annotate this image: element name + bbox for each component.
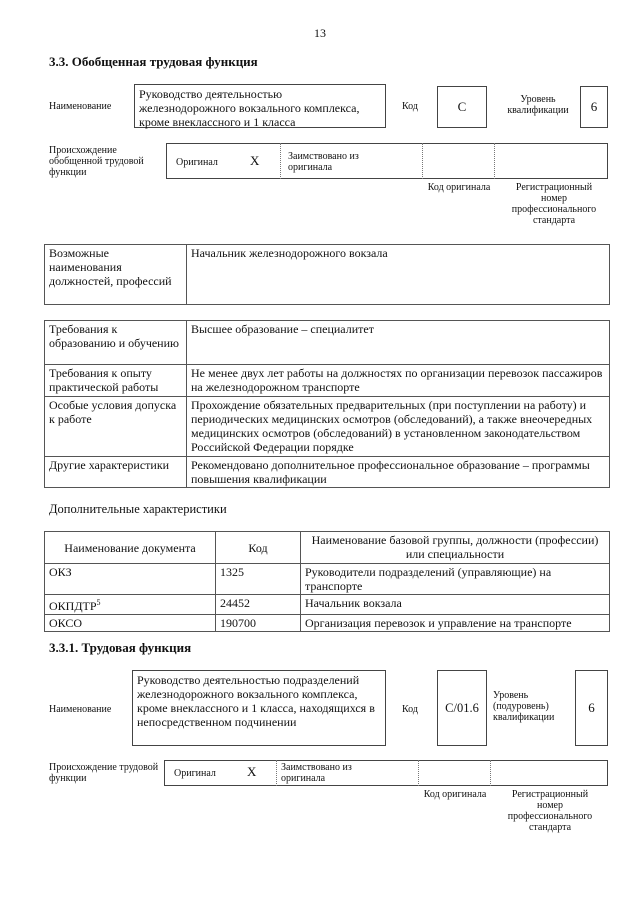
row-doc: ОКЗ bbox=[45, 564, 216, 595]
borrowed-label: Заимствовано из оригинала bbox=[288, 151, 359, 173]
original-label: Оригинал bbox=[176, 157, 218, 168]
original-label: Оригинал bbox=[174, 768, 216, 779]
row-doc-okpdtr bbox=[45, 595, 216, 615]
function-name-box bbox=[134, 84, 386, 128]
positions-table bbox=[44, 244, 610, 305]
original-mark: X bbox=[247, 764, 257, 779]
original-mark: X bbox=[250, 153, 260, 168]
origin-label: Происхождение трудовой функции bbox=[49, 762, 159, 784]
level-value: 6 bbox=[590, 99, 598, 114]
footnote-mark: 5 bbox=[96, 598, 101, 607]
code-label: Код bbox=[402, 704, 418, 715]
row-name: Организация перевозок и управление на транспорте bbox=[301, 615, 610, 632]
level-value: 6 bbox=[588, 700, 595, 715]
req-other-value: Рекомендовано дополнительное профессиональное образование – программы повышения квалификации bbox=[187, 457, 610, 488]
function-name-box bbox=[132, 670, 386, 746]
header-group-name: Наименование базовой группы, должности (профессии) или специальности bbox=[301, 532, 610, 564]
req-education-value: Высшее образование – специалитет bbox=[187, 321, 610, 365]
requirements-table bbox=[44, 320, 610, 488]
level-label: Уровень (подуровень) квалификации bbox=[493, 690, 555, 723]
function-name-text: Руководство деятельностью подразделений железнодорожного вокзального комплекса, кроме внеклассного и 1 класса, находящихся в непосредственном подчинении bbox=[137, 673, 375, 729]
req-education-label: Требования к образованию и обучению bbox=[45, 321, 187, 365]
req-conditions-value: Прохождение обязательных предварительных (при поступлении на работу) и периодических медицинских осмотров (обследований), а также внеочередных медицинских осмотров (обследований) в установленном законодательством Российской Федерации порядке bbox=[187, 397, 610, 457]
header-code: Код bbox=[216, 532, 301, 564]
name-label: Наименование bbox=[49, 101, 112, 112]
req-experience-value: Не менее двух лет работы на должностях по организации перевозок пассажиров на железнодорожном транспорте bbox=[187, 365, 610, 397]
row-name: Начальник вокзала bbox=[301, 595, 610, 615]
code-value-box bbox=[437, 670, 487, 746]
reg-number-label: Регистрационный номер профессионального стандарта bbox=[511, 182, 597, 226]
row-doc: ОКПДТР bbox=[49, 599, 97, 613]
positions-value: Начальник железнодорожного вокзала bbox=[187, 245, 610, 305]
level-value-box bbox=[580, 86, 608, 128]
additional-table bbox=[44, 531, 610, 632]
level-value-box bbox=[575, 670, 608, 746]
section-title-3-3-1: 3.3.1. Трудовая функция bbox=[49, 640, 192, 655]
level-label: Уровень квалификации bbox=[507, 94, 569, 116]
header-document: Наименование документа bbox=[45, 532, 216, 564]
code-value-box bbox=[437, 86, 487, 128]
section-title-3-3: 3.3. Обобщенная трудовая функция bbox=[49, 54, 258, 69]
row-code: 24452 bbox=[216, 595, 301, 615]
row-code: 1325 bbox=[216, 564, 301, 595]
code-label: Код bbox=[402, 101, 418, 112]
origin-label: Происхождение обобщенной трудовой функции bbox=[49, 145, 144, 178]
req-other-label: Другие характеристики bbox=[45, 457, 187, 488]
code-value: C/01.6 bbox=[445, 700, 479, 715]
borrowed-label: Заимствовано из оригинала bbox=[281, 762, 352, 784]
row-name: Руководители подразделений (управляющие) на транспорте bbox=[301, 564, 610, 595]
row-code: 190700 bbox=[216, 615, 301, 632]
code-original-label: Код оригинала bbox=[423, 789, 487, 800]
additional-title: Дополнительные характеристики bbox=[49, 502, 227, 516]
name-label: Наименование bbox=[49, 704, 112, 715]
code-original-label: Код оригинала bbox=[427, 182, 491, 193]
function-name-text: Руководство деятельностью железнодорожного вокзального комплекса, кроме внеклассного и 1 класса bbox=[139, 87, 360, 129]
req-experience-label: Требования к опыту практической работы bbox=[45, 365, 187, 397]
req-conditions-label: Особые условия допуска к работе bbox=[45, 397, 187, 457]
positions-label: Возможные наименования должностей, профессий bbox=[45, 245, 187, 305]
page-number: 13 bbox=[314, 26, 326, 40]
row-doc: ОКСО bbox=[45, 615, 216, 632]
code-value: C bbox=[457, 99, 467, 114]
reg-number-label: Регистрационный номер профессионального стандарта bbox=[507, 789, 593, 833]
